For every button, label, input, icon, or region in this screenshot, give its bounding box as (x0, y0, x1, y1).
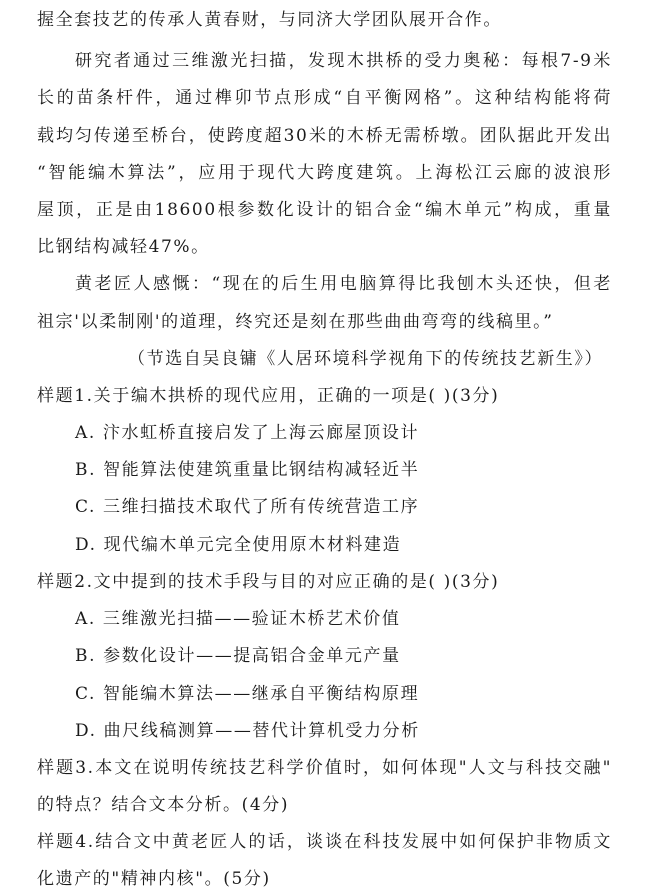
passage-line: 研究者通过三维激光扫描，发现木拱桥的受力奥秘：每根7-9米 (75, 51, 612, 71)
question-3-line: 的特点？结合文本分析。(4分) (37, 795, 290, 815)
passage-line: 黄老匠人感慨：“现在的后生用电脑算得比我刨木头还快，但老 (75, 274, 612, 294)
passage-line: 屋顶，正是由18600根参数化设计的铝合金“编木单元”构成，重量 (37, 200, 612, 220)
question-2-option-c: C. 智能编木算法——继承自平衡结构原理 (75, 684, 420, 704)
question-4-line: 化遗产的"精神内核"。(5分) (37, 869, 271, 889)
passage-line: 载均匀传递至桥台，使跨度超30米的木桥无需桥墩。团队据此开发出 (37, 126, 612, 146)
passage-line: 比钢结构减轻47%。 (37, 237, 210, 257)
passage-line: 祖宗'以柔制刚'的道理，终究还是刻在那些曲曲弯弯的线稿里。” (37, 312, 554, 332)
passage-line: “智能编木算法”，应用于现代大跨度建筑。上海松江云廊的波浪形 (37, 163, 612, 183)
question-1-option-c: C. 三维扫描技术取代了所有传统营造工序 (75, 497, 420, 517)
question-2-option-d: D. 曲尺线稿测算——替代计算机受力分析 (75, 721, 420, 741)
passage-line: 长的苗条杆件，通过榫卯节点形成“自平衡网格”。这种结构能将荷 (37, 88, 612, 108)
question-2-option-b: B. 参数化设计——提高铝合金单元产量 (75, 646, 401, 666)
source-citation: （节选自吴良镛《人居环境科学视角下的传统技艺新生》） (128, 349, 604, 369)
question-2-stem: 样题2.文中提到的技术手段与目的对应正确的是( )(3分) (37, 572, 500, 592)
question-3-line: 样题3.本文在说明传统技艺科学价值时，如何体现"人文与科技交融" (37, 758, 612, 778)
passage-line: 握全套技艺的传承人黄春财，与同济大学团队展开合作。 (37, 10, 502, 30)
question-1-option-d: D. 现代编木单元完全使用原木材料建造 (75, 535, 402, 555)
question-4-line: 样题4.结合文中黄老匠人的话，谈谈在科技发展中如何保护非物质文 (37, 832, 612, 852)
question-1-stem: 样题1.关于编木拱桥的现代应用，正确的一项是( )(3分) (37, 386, 500, 406)
question-2-option-a: A. 三维激光扫描——验证木桥艺术价值 (75, 609, 401, 629)
question-1-option-b: B. 智能算法使建筑重量比钢结构减轻近半 (75, 460, 420, 480)
question-1-option-a: A. 汴水虹桥直接启发了上海云廊屋顶设计 (75, 423, 420, 443)
